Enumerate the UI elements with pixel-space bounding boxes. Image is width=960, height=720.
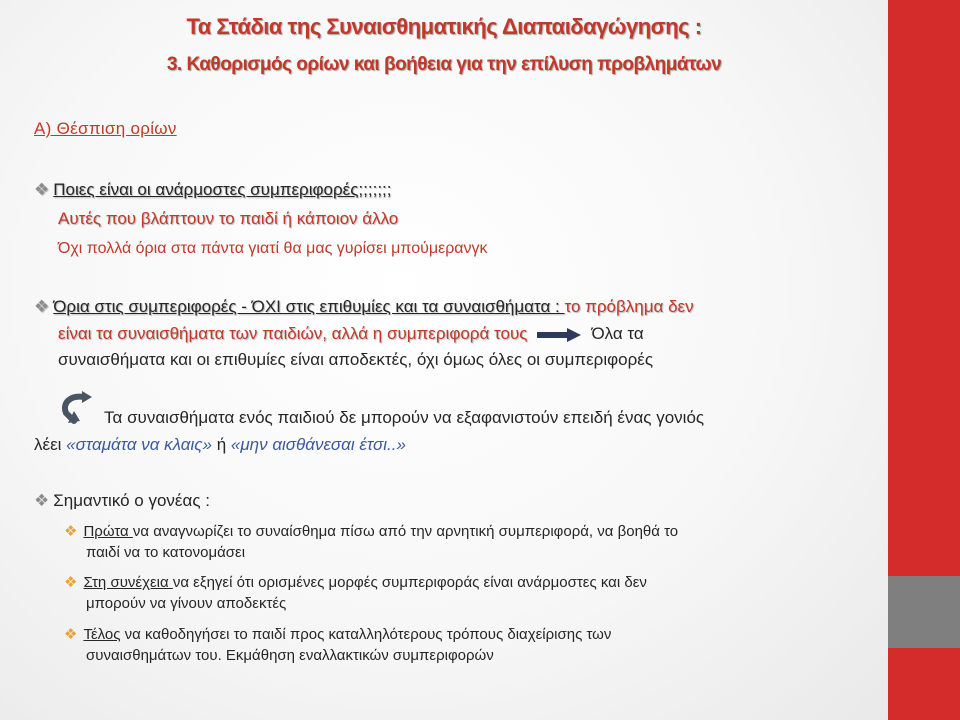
- bullet-answer: Αυτές που βλάπτουν το παιδί ή κάποιον άλλο: [58, 209, 399, 228]
- diamond-bullet-icon: ❖: [34, 297, 50, 316]
- bullet-limits-line2: [58, 324, 644, 344]
- limits-text: Όρια στις συμπεριφορές - ΌΧΙ στις επιθυμίες και τα συναισθήματα :: [53, 297, 565, 316]
- sub-item-third-line2: συναισθημάτων του. Εκμάθηση εναλλακτικών συμπεριφορών: [86, 647, 494, 664]
- question-text: Ποιες είναι οι ανάρμοστες συμπεριφορές;;;;;;;: [53, 180, 392, 199]
- limits-red-line: είναι τα συναισθήματα των παιδιών, αλλά η συμπεριφορά τους: [58, 324, 528, 343]
- curl-paragraph-line2: [34, 435, 406, 455]
- sub-item-text: να αναγνωρίζει το συναίσθημα πίσω από την αρνητική συμπεριφορά, να βοηθά το: [132, 523, 679, 540]
- curl-paragraph-line1: Τα συναισθήματα ενός παιδιού δε μπορούν να εξαφανιστούν επειδή ένας γονιός: [104, 408, 705, 427]
- quote-dont-feel: «μην αισθάνεσαι έτσι..»: [230, 435, 406, 454]
- diamond-bullet-icon: ❖: [64, 574, 78, 591]
- limits-red-text: το πρόβλημα δεν: [564, 297, 694, 316]
- sub-item-lead: Τέλος: [83, 626, 121, 643]
- sub-item-text: να εξηγεί ότι ορισμένες μορφές συμπεριφοράς είναι ανάρμοστες και δεν: [172, 574, 647, 591]
- bullet-question: [34, 180, 392, 200]
- section-heading-a: Α) Θέσπιση ορίων: [34, 119, 177, 138]
- sub-item-lead: Πρώτα: [83, 523, 133, 540]
- curved-arrow-icon: [58, 391, 94, 425]
- parent-heading-text: Σημαντικό ο γονέας :: [53, 491, 210, 510]
- arrow-right-icon: [537, 328, 581, 342]
- sub-item-first-line2: παιδί να το κατονομάσει: [86, 544, 246, 561]
- bullet-note: Όχι πολλά όρια στα πάντα γιατί θα μας γυρίσει μπούμερανγκ: [58, 240, 488, 257]
- diamond-bullet-icon: ❖: [64, 523, 78, 540]
- diamond-bullet-icon: ❖: [34, 180, 50, 199]
- bullet-parent-heading: [34, 491, 210, 511]
- bullet-limits-line1: [34, 297, 694, 317]
- curl-lead-text: λέει: [34, 435, 67, 454]
- sub-item-lead: Στη συνέχεια: [83, 574, 173, 591]
- quote-stop-crying: «σταμάτα να κλαις»: [66, 435, 212, 454]
- bullet-limits-line3: συναισθήματα και οι επιθυμίες είναι αποδεκτές, όχι όμως όλες οι συμπεριφορές: [58, 350, 654, 369]
- limits-tail-text: Όλα τα: [591, 324, 644, 343]
- sub-item-second-line1: [64, 573, 647, 591]
- side-bar-gray: [888, 576, 960, 648]
- sub-item-first-line1: [64, 522, 678, 540]
- sub-item-text: να καθοδηγήσει το παιδί προς καταλληλότερους τρόπους διαχείρισης των: [120, 626, 612, 643]
- side-bar-red-bottom: [888, 648, 960, 720]
- slide-title: Τα Στάδια της Συναισθηματικής Διαπαιδαγώγησης :: [186, 14, 702, 39]
- diamond-bullet-icon: ❖: [64, 626, 78, 643]
- side-bar-red-top: [888, 0, 960, 576]
- slide-subtitle: 3. Καθορισμός ορίων και βοήθεια για την επίλυση προβλημάτων: [166, 54, 722, 75]
- sub-item-second-line2: μπορούν να γίνουν αποδεκτές: [86, 595, 287, 612]
- diamond-bullet-icon: ❖: [34, 491, 50, 510]
- curl-connector: ή: [211, 435, 231, 454]
- sub-item-third-line1: [64, 625, 611, 643]
